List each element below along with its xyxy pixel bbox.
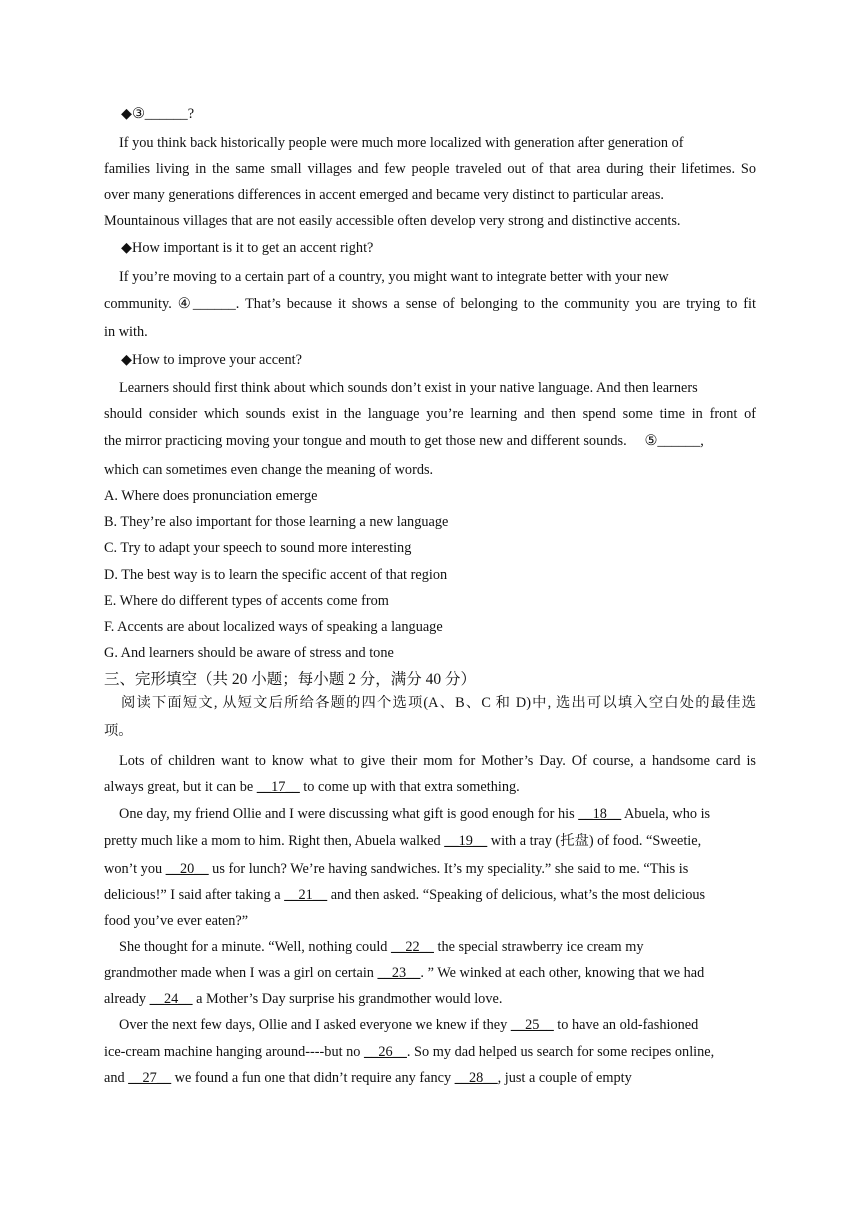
blank-20: __20__ [165,861,209,877]
passage-line [104,886,756,904]
blank-27: __27__ [128,1070,172,1086]
text: and [104,1070,129,1086]
paragraph-line: community. ④______. That’s because it shows a sense of belonging to the community you are trying to fit [104,296,756,312]
passage-line [104,964,756,982]
passage-line [104,1069,756,1087]
paragraph-line: over many generations differences in accent emerged and became very distinct to particular areas. [104,187,664,203]
paragraph-line: Mountainous villages that are not easily accessible often develop very strong and distinctive accents. [104,213,681,229]
text: ice-cream machine hanging around----but no [104,1044,365,1060]
text: with a tray (托盘) of food. “Sweetie, [487,833,702,849]
option-c: C. Try to adapt your speech to sound more interesting [104,540,412,556]
blank-28: __28__ [454,1070,498,1086]
paragraph-line: Learners should first think about which sounds don’t exist in your native language. And then learners [119,380,698,396]
text: won’t you [104,861,166,877]
paragraph-line: should consider which sounds exist in the language you’re learning and then spend some time in front of [104,406,756,422]
text: always great, but it can be [104,779,257,795]
paragraph-line: families living in the same small villages and few people traveled out of that area during their lifetimes. So [104,161,756,177]
instructions-line: 阅读下面短文, 从短文后所给各题的四个选项(A、B、C 和 D)中, 选出可以填入空白处的最佳选 [121,695,756,711]
paragraph-line: If you think back historically people were much more localized with generation after generation of [119,135,684,151]
paragraph-line: which can sometimes even change the meaning of words. [104,462,434,478]
text: . ” We winked at each other, knowing that we had [420,965,705,981]
text: a Mother’s Day surprise his grandmother would love. [192,991,503,1007]
blank-21: __21__ [284,887,328,903]
blank-23: __23__ [377,965,421,981]
blank-22: __22__ [391,939,434,955]
passage-line [104,990,756,1008]
passage-line [104,778,756,796]
text: delicious!” I said after taking a [104,887,285,903]
subheading-improve-accent: ◆How to improve your accent? [121,352,302,368]
passage-line [119,1016,756,1034]
blank-25: __25__ [510,1017,554,1033]
text: , just a couple of empty [497,1070,632,1086]
blank-24: __24__ [149,991,193,1007]
section-title: 三、完形填空（共 20 小题；每小题 2 分，满分 40 分） [104,671,477,688]
text: to have an old-fashioned [553,1017,699,1033]
blank-17: __17__ [256,779,300,795]
blank-19: __19__ [444,833,488,849]
instructions-line: 项。 [104,723,133,739]
question-3-heading: ◆③______? [121,106,195,122]
text: Abuela, who is [621,806,711,822]
option-g: G. And learners should be aware of stress and tone [104,645,394,661]
text: grandmother made when I was a girl on certain [104,965,378,981]
text: She thought for a minute. “Well, nothing could [119,939,392,955]
text: to come up with that extra something. [299,779,520,795]
paragraph-line: in with. [104,324,148,340]
text: Over the next few days, Ollie and I asked everyone we knew if they [119,1017,511,1033]
subheading-accent-importance: ◆How important is it to get an accent right? [121,240,374,256]
text: we found a fun one that didn’t require any fancy [171,1070,455,1086]
passage-line [119,805,756,823]
paragraph-line: If you’re moving to a certain part of a country, you might want to integrate better with your new [119,269,669,285]
option-d: D. The best way is to learn the specific accent of that region [104,567,448,583]
option-b: B. They’re also important for those learning a new language [104,514,449,530]
text: and then asked. “Speaking of delicious, what’s the most delicious [327,887,706,903]
text: us for lunch? We’re having sandwiches. It’s my speciality.” she said to me. “This is [208,861,689,877]
passage-line: food you’ve ever eaten?” [104,913,249,929]
passage-line [104,832,756,850]
blank-26: __26__ [364,1044,407,1060]
option-e: E. Where do different types of accents come from [104,593,389,609]
option-a: A. Where does pronunciation emerge [104,488,318,504]
passage-line: Lots of children want to know what to give their mom for Mother’s Day. Of course, a handsome card is [119,753,756,769]
option-f: F. Accents are about localized ways of speaking a language [104,619,443,635]
blank-18: __18__ [578,806,622,822]
text: the special strawberry ice cream my [433,939,644,955]
text: One day, my friend Ollie and I were discussing what gift is good enough for his [119,806,579,822]
text: pretty much like a mom to him. Right then, Abuela walked [104,833,445,849]
paragraph-line: the mirror practicing moving your tongue and mouth to get those new and different sounds. ⑤______, [104,433,704,449]
passage-line [104,860,756,878]
passage-line [119,938,756,956]
text: already [104,991,150,1007]
passage-line [104,1043,756,1061]
text: . So my dad helped us search for some recipes online, [406,1044,715,1060]
